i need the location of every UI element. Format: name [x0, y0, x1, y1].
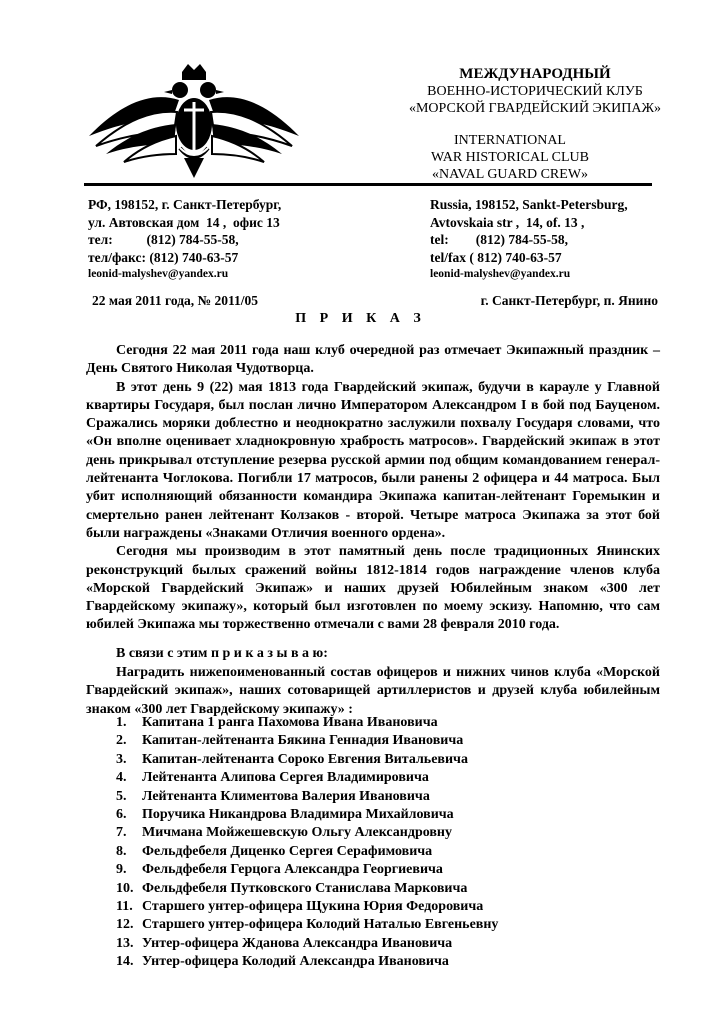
address-ru-line1: РФ, 198152, г. Санкт-Петербург, — [88, 197, 282, 212]
list-item-text: Фельдфебеля Диценко Сергея Серафимовича — [142, 843, 433, 859]
list-item — [116, 898, 498, 916]
list-item-number: 7. — [116, 825, 127, 841]
list-item — [116, 824, 498, 842]
address-en-fax: tel/fax ( 812) 740-63-57 — [430, 249, 562, 265]
club-name-en-line1: INTERNATIONAL — [454, 133, 566, 148]
list-item-number: 4. — [116, 770, 127, 786]
address-ru-fax: тел/факс: (812) 740-63-57 — [88, 249, 239, 265]
document-body — [86, 342, 660, 641]
club-name-en-line3: «NAVAL GUARD CREW» — [431, 167, 589, 182]
list-item-text: Капитан-лейтенанта Бякина Геннадия Ивановича — [142, 733, 464, 749]
list-item — [116, 935, 498, 953]
list-item-text: Капитан-лейтенанта Сороко Евгения Витальевича — [142, 751, 468, 767]
club-name-en-line2: WAR HISTORICAL CLUB — [431, 150, 589, 165]
address-block-en — [430, 196, 628, 284]
list-item — [116, 788, 498, 806]
address-en-email: leonid-malyshev@yandex.ru — [430, 268, 571, 280]
club-name-ru-line3: «МОРСКОЙ ГВАРДЕЙСКИЙ ЭКИПАЖ» — [408, 101, 662, 116]
list-item-number: 10. — [116, 880, 134, 896]
paragraph: Сегодня 22 мая 2011 года наш клуб очередной раз отмечает Экипажный праздник – День Святого Николая Чудотворца. — [86, 343, 660, 377]
document-date-number: 22 мая 2011 года, № 2011/05 — [92, 293, 258, 308]
list-item-number: 14. — [116, 954, 134, 970]
address-en-line1: Russia, 198152, Sankt-Petersburg, — [430, 197, 628, 212]
address-en-phone: tel: (812) 784-55-58, — [430, 232, 568, 247]
address-ru-email: leonid-malyshev@yandex.ru — [88, 268, 229, 280]
header-divider — [84, 183, 652, 186]
list-item-text: Поручика Никандрова Владимира Михайловича — [142, 807, 454, 823]
document-place: г. Санкт-Петербург, п. Янино — [480, 293, 658, 308]
list-item-number: 13. — [116, 935, 134, 951]
list-item — [116, 861, 498, 879]
list-item-number: 11. — [116, 899, 133, 915]
club-name-ru-line2: ВОЕННО-ИСТОРИЧЕСКИЙ КЛУБ — [427, 84, 643, 99]
list-item-number: 2. — [116, 733, 127, 749]
list-item-text: Старшего унтер-офицера Щукина Юрия Федоровича — [142, 899, 484, 915]
list-item-text: Унтер-офицера Колодий Александра Ивановича — [142, 954, 449, 970]
list-item-text: Лейтенанта Климентова Валерия Ивановича — [142, 788, 430, 804]
award-text: Наградить нижепоименованный состав офицеров и нижних чинов клуба «Морской Гвардейский экипаж», наших сотоварищей артиллеристов и друзей клуба юбилейным знаком «300 лет Гвардейскому экипажу» : — [86, 665, 660, 717]
list-item-number: 1. — [116, 715, 127, 730]
date-line — [92, 293, 658, 309]
list-item-number: 3. — [116, 751, 127, 767]
list-item — [116, 916, 498, 934]
list-item-number: 12. — [116, 917, 134, 933]
document-title: П Р И К А З — [295, 311, 426, 326]
paragraph: Сегодня мы производим в этот памятный день после традиционных Янинских реконструкций былых сражений войны 1812-1814 годов награждение членов клуба «Морской Гвардейский Экипаж» и наших друзей Юбилейным знаком «300 лет Гвардейскому экипажу», который был изготовлен по моему эскизу. Напомню, что сам юбилей Экипажа мы торжественно отмечали с вами 28 февраля 2010 года. — [86, 544, 660, 633]
list-item-number: 8. — [116, 843, 127, 859]
list-item-text: Лейтенанта Алипова Сергея Владимировича — [142, 770, 429, 786]
list-item-number: 9. — [116, 862, 127, 878]
double-headed-eagle-anchor-emblem — [84, 62, 304, 182]
address-en-line2: Avtovskaia str , 14, of. 13 , — [430, 214, 585, 230]
list-item-text: Фельдфебеля Герцога Александра Георгиевича — [142, 862, 443, 878]
paragraph: В этот день 9 (22) мая 1813 года Гвардейский экипаж, будучи в карауле у Главной квартиры Государя, был послан лично Императором Александром I в бой под Бауценом. Сражались моряки доблестно и неоднократно заслужили похвалу Государя словами, что «Он вполне оценивает хладнокровную храбрость матросов». Гвардейский экипаж в этот день прикрывал отступление резерва русской армии под общим командованием генерал-лейтенанта Чоглокова. Погибли 17 матросов, были ранены 2 офицера и 44 матроса. Был убит исполняющий обязанности командира Экипажа капитан-лейтенант Горемыкин и смертельно ранен лейтенант Колзаков - второй. Четыре матроса Экипажа за этот бой были награждены «Знаками Отличия военного ордена». — [86, 379, 660, 541]
list-item — [116, 751, 498, 769]
list-item-text: Фельдфебеля Путковского Станислава Марковича — [142, 880, 468, 896]
club-name-ru-line1: МЕЖДУНАРОДНЫЙ — [459, 66, 611, 82]
club-name-ru — [380, 66, 690, 117]
list-item — [116, 714, 498, 732]
awardee-list — [116, 714, 498, 972]
list-item-number: 5. — [116, 788, 127, 804]
list-item — [116, 843, 498, 861]
club-name-en — [380, 132, 640, 183]
address-ru-line2: ул. Автовская дом 14 , офис 13 — [88, 214, 280, 230]
list-item — [116, 769, 498, 787]
list-item-text: Капитана 1 ранга Пахомова Ивана Ивановича — [142, 715, 438, 730]
order-heading: В связи с этим п р и к а з ы в а ю: — [116, 646, 328, 661]
list-item — [116, 953, 498, 971]
list-item-text: Старшего унтер-офицера Колодий Наталью Евгеньевну — [142, 917, 499, 933]
list-item-text: Мичмана Мойжешевскую Ольгу Александровну — [142, 825, 453, 841]
list-item — [116, 806, 498, 824]
list-item-text: Унтер-офицера Жданова Александра Ивановича — [142, 935, 453, 951]
address-block-ru — [88, 196, 281, 284]
list-item — [116, 880, 498, 898]
list-item-number: 6. — [116, 807, 127, 823]
address-ru-phone: тел: (812) 784-55-58, — [88, 232, 239, 247]
list-item — [116, 732, 498, 750]
